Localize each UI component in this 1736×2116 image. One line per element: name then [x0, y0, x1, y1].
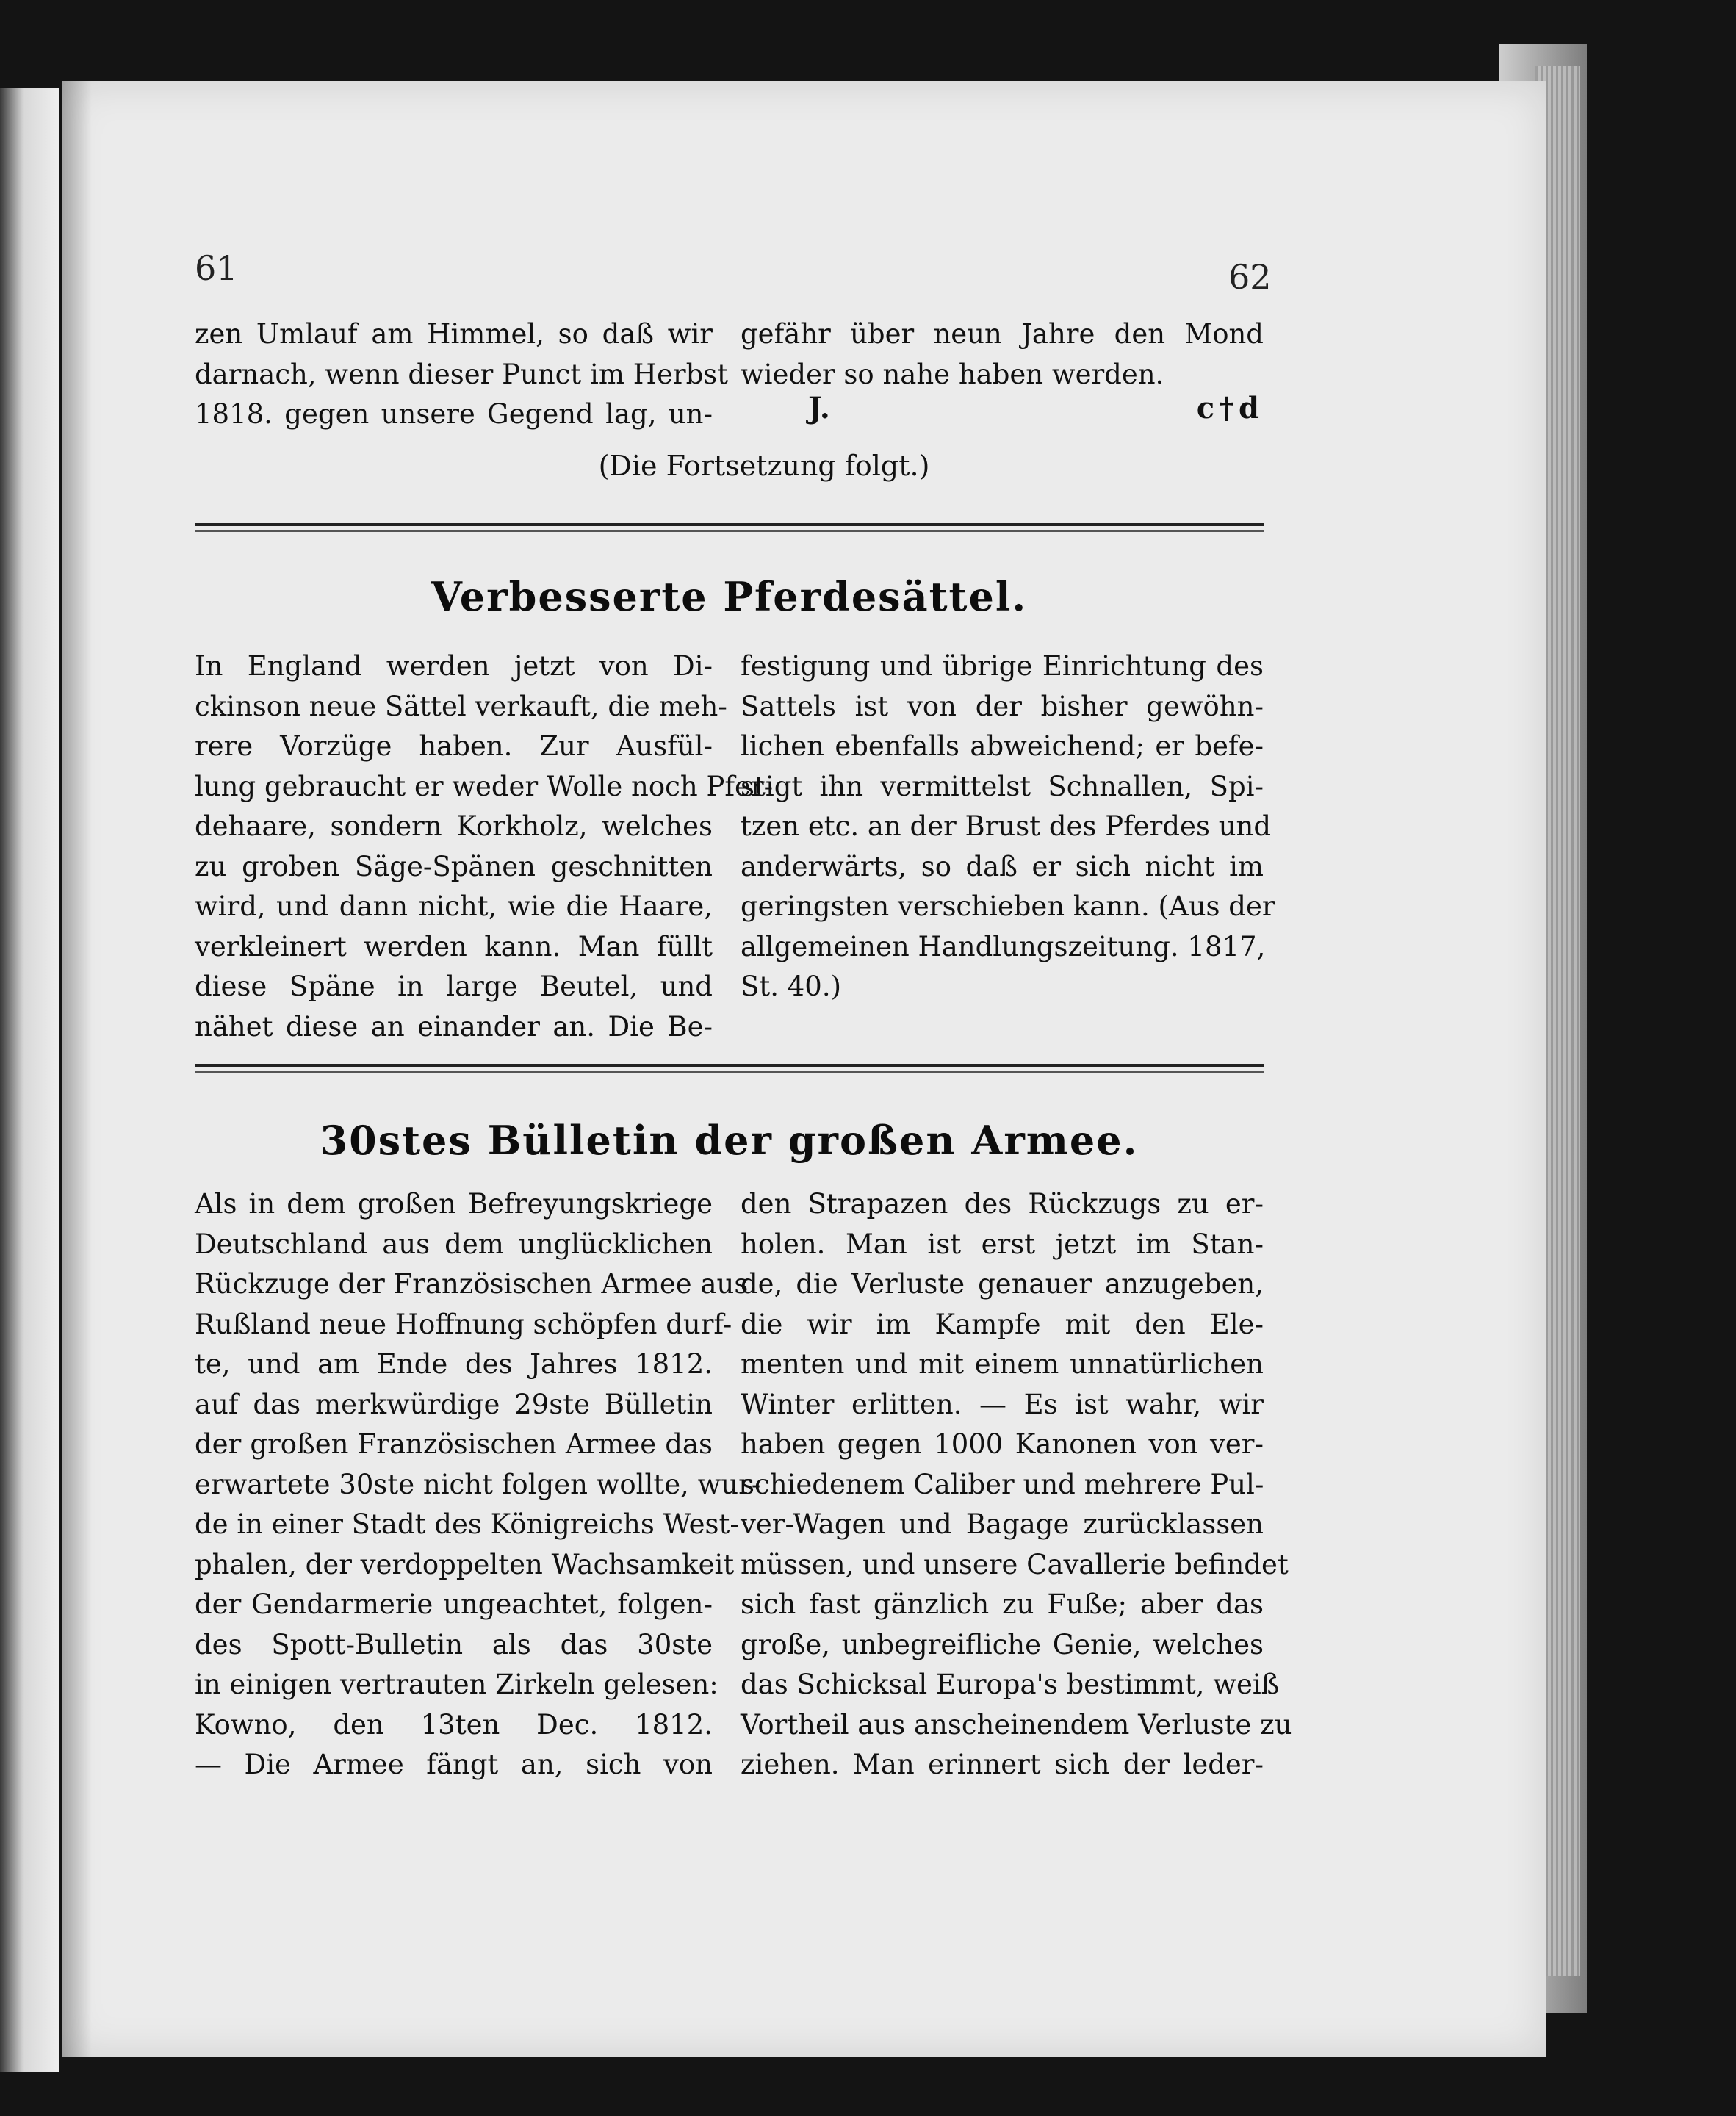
text-line: dehaare, sondern Korkholz, welches — [195, 810, 713, 842]
article1-left-column — [195, 647, 774, 1047]
text-line: sich fast gänzlich zu Fuße; aber das — [741, 1588, 1264, 1620]
text-line: tzen etc. an der Brust des Pferdes und — [741, 810, 1272, 842]
text-line: — Die Armee fängt an, sich von — [195, 1749, 713, 1780]
text-line: ziehen. Man erinnert sich der leder- — [741, 1749, 1264, 1780]
page-number-left: 61 — [195, 248, 238, 288]
section-divider — [195, 523, 1264, 526]
text-line: den Strapazen des Rückzugs zu er- — [741, 1188, 1264, 1220]
text-line: lichen ebenfalls abweichend; er befe- — [741, 730, 1264, 762]
text-line: In England werden jetzt von Di- — [195, 650, 713, 682]
text-line: auf das merkwürdige 29ste Bülletin — [195, 1388, 713, 1420]
text-line: allgemeinen Handlungszeitung. 1817, — [741, 930, 1266, 962]
section-divider — [195, 1064, 1264, 1067]
text-line: Vortheil aus anscheinendem Verluste zu — [741, 1708, 1292, 1741]
continuation-note: (Die Fortsetzung folgt.) — [598, 450, 930, 482]
text-line: zen Umlauf am Himmel, so daß wir — [195, 318, 713, 350]
text-line: in einigen vertrauten Zirkeln gelesen: — [195, 1669, 718, 1700]
text-line: Rußland neue Hoffnung schöpfen durf- — [195, 1308, 732, 1340]
top-left-column — [195, 314, 729, 435]
signature-mark: c†d — [1196, 391, 1264, 425]
article-heading: Verbesserte Pferdesättel. — [431, 573, 1028, 620]
text-line: Sattels ist von der bisher gewöhn- — [741, 690, 1264, 722]
text-line: der Gendarmerie ungeachtet, folgen- — [195, 1588, 713, 1620]
text-line: haben gegen 1000 Kanonen von ver- — [741, 1428, 1264, 1460]
text-line: de, die Verluste genauer anzugeben, — [741, 1268, 1264, 1300]
section-divider — [195, 530, 1264, 532]
text-line: te, und am Ende des Jahres 1812. — [195, 1348, 713, 1380]
text-line: erwartete 30ste nicht folgen wollte, wur- — [195, 1468, 761, 1500]
text-line: die wir im Kampfe mit den Ele- — [741, 1308, 1264, 1340]
text-line: schiedenem Caliber und mehrere Pul- — [741, 1468, 1264, 1500]
article-heading: 30stes Bülletin der großen Armee. — [320, 1117, 1139, 1164]
text-line: 1818. gegen unsere Gegend lag, un- — [195, 398, 713, 430]
text-line: Winter erlitten. — Es ist wahr, wir — [741, 1388, 1264, 1420]
text-line: verkleinert werden kann. Man füllt — [195, 930, 713, 962]
text-line: rere Vorzüge haben. Zur Ausfül- — [195, 730, 713, 762]
text-line: wird, und dann nicht, wie die Haare, — [195, 890, 713, 922]
text-line: holen. Man ist erst jetzt im Stan- — [741, 1228, 1264, 1260]
text-line: ver-Wagen und Bagage zurücklassen — [741, 1508, 1264, 1540]
top-right-column — [741, 314, 1264, 395]
text-line: große, unbegreifliche Genie, welches — [741, 1628, 1264, 1660]
dateline: Kowno, den 13ten Dec. 1812. — [195, 1708, 713, 1741]
article2-right-column — [741, 1184, 1292, 1785]
section-divider — [195, 1071, 1264, 1073]
text-line: anderwärts, so daß er sich nicht im — [741, 850, 1264, 882]
text-line: menten und mit einem unnatürlichen — [741, 1348, 1264, 1380]
text-line: geringsten verschieben kann. (Aus der — [741, 890, 1275, 922]
text-line: festigung und übrige Einrichtung des — [741, 650, 1264, 682]
article1-right-column — [741, 647, 1275, 1007]
text-line: ckinson neue Sättel verkauft, die meh- — [195, 690, 727, 722]
left-page-edge — [0, 88, 59, 2072]
text-line: de in einer Stadt des Königreichs West- — [195, 1508, 739, 1540]
text-line: Rückzuge der Französischen Armee aus — [195, 1268, 749, 1300]
text-line: Deutschland aus dem unglücklichen — [195, 1228, 713, 1260]
text-line: stigt ihn vermittelst Schnallen, Spi- — [741, 770, 1264, 802]
text-line: des Spott-Bulletin als das 30ste — [195, 1628, 713, 1660]
text-line: diese Späne in large Beutel, und — [195, 971, 713, 1002]
text-line: darnach, wenn dieser Punct im Herbst — [195, 358, 729, 390]
text-line: lung gebraucht er weder Wolle noch Pfer- — [195, 770, 774, 802]
text-line: wieder so nahe haben werden. — [741, 358, 1164, 390]
gutter-shade — [62, 81, 92, 2057]
signature-initial: J. — [808, 391, 830, 425]
text-line: der großen Französischen Armee das — [195, 1428, 713, 1460]
text-line: gefähr über neun Jahre den Mond — [741, 318, 1264, 350]
article2-left-column — [195, 1184, 761, 1785]
page-number-right: 62 — [1228, 257, 1272, 297]
text-line: das Schicksal Europa's bestimmt, weiß — [741, 1669, 1280, 1700]
text-line: phalen, der verdoppelten Wachsamkeit — [195, 1548, 735, 1580]
text-line: nähet diese an einander an. Die Be- — [195, 1010, 713, 1043]
text-line: St. 40.) — [741, 971, 842, 1002]
text-line: Als in dem großen Befreyungskriege — [195, 1188, 713, 1220]
text-line: zu groben Säge-Spänen geschnitten — [195, 850, 713, 882]
text-line: müssen, und unsere Cavallerie befindet — [741, 1548, 1289, 1580]
